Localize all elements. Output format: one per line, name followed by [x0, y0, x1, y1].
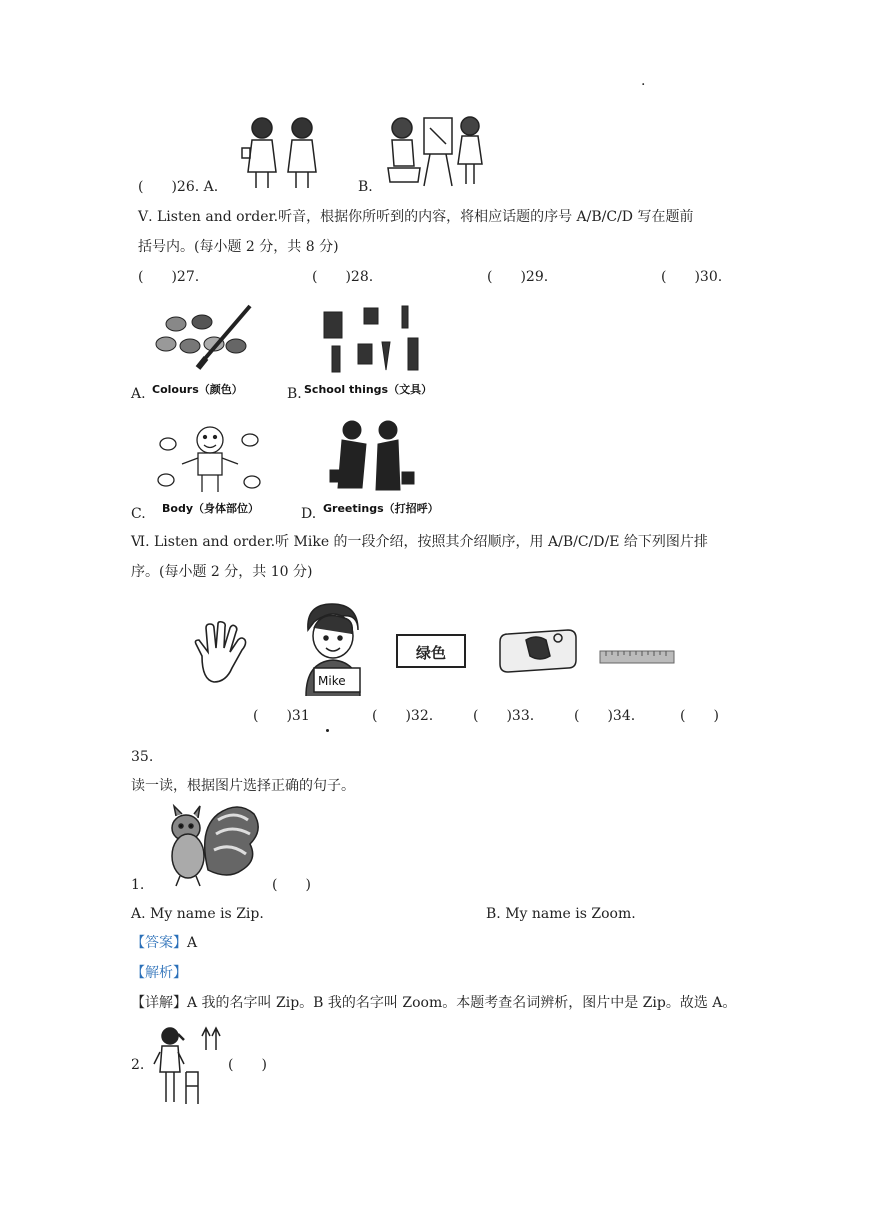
answer-tag: 【答案】: [131, 935, 187, 951]
detail-row: [131, 994, 736, 1012]
q34-blank: ( )34.: [574, 708, 636, 724]
pencil-case-illustration: [496, 626, 580, 676]
section-vi-instruction-line2: 序。(每小题 2 分，共 10 分): [131, 564, 313, 580]
reading-q1-option-a: A. My name is Zip.: [131, 906, 264, 922]
detail-tag: 【详解】: [131, 995, 187, 1011]
q33-blank: ( )33.: [473, 708, 535, 724]
paint-palette-illustration: [150, 304, 255, 374]
girl-standing-up-illustration: [152, 1024, 222, 1108]
q31-blank: ( )31: [253, 708, 310, 724]
reading-q1-number: 1.: [131, 877, 145, 893]
option-a-caption: Colours（颜色）: [152, 383, 243, 396]
q29-blank: ( )29.: [487, 269, 549, 285]
green-colour-card-text: 绿色: [415, 644, 446, 662]
section-v-instruction-line1: Ⅴ. Listen and order.听音，根据你所听到的内容，将相应话题的序号 A/B/C/D 写在题前: [138, 209, 694, 225]
greetings-illustration: [326, 418, 416, 500]
stray-dot-mark: [326, 729, 329, 732]
painting-children-illustration: [380, 108, 490, 190]
reading-q2-blank: ( ): [228, 1057, 267, 1073]
option-b-caption: School things（文具）: [304, 383, 433, 396]
q28-blank: ( )28.: [312, 269, 374, 285]
hand-illustration: [192, 622, 250, 684]
q26-option-b: B.: [358, 179, 373, 195]
option-b-letter: B.: [287, 386, 302, 402]
analysis-tag: 【解析】: [131, 965, 187, 981]
detail-text: A 我的名字叫 Zip。B 我的名字叫 Zoom。本题考查名词辨析，图片中是 Zip。故选 A。: [187, 995, 737, 1011]
option-c-caption: Body（身体部位）: [162, 502, 259, 515]
section-v-instruction-line2: 括号内。(每小题 2 分，共 8 分): [138, 239, 339, 255]
option-a-letter: A.: [131, 386, 146, 402]
section-vi-instruction-line1: Ⅵ. Listen and order.听 Mike 的一段介绍，按照其介绍顺序，用 A/B/C/D/E 给下列图片排: [131, 534, 708, 550]
option-d-caption: Greetings（打招呼）: [323, 502, 439, 515]
school-things-illustration: [318, 304, 428, 376]
q27-blank: ( )27.: [138, 269, 200, 285]
stray-dot: .: [641, 73, 646, 89]
squirrel-illustration: [158, 800, 264, 890]
q32-blank: ( )32.: [372, 708, 434, 724]
body-parts-illustration: [154, 420, 269, 500]
q35-number: 35.: [131, 749, 154, 765]
q30-blank: ( )30.: [661, 269, 723, 285]
q35-blank: ( ): [680, 708, 719, 724]
reading-q1-option-b: B. My name is Zoom.: [486, 906, 636, 922]
reading-q1-blank: ( ): [272, 877, 311, 893]
mike-name-tag: Mike: [318, 674, 346, 688]
ruler-illustration: [600, 650, 674, 664]
reading-title: 读一读，根据图片选择正确的句子。: [131, 778, 355, 794]
answer-value: A: [187, 935, 198, 951]
option-c-letter: C.: [131, 506, 146, 522]
answer-row: [131, 934, 197, 952]
option-d-letter: D.: [301, 506, 317, 522]
girls-talking-illustration: [240, 112, 330, 192]
reading-q2-number: 2.: [131, 1057, 145, 1073]
q26-number: ( )26. A.: [138, 179, 219, 195]
green-colour-card: [396, 634, 466, 668]
